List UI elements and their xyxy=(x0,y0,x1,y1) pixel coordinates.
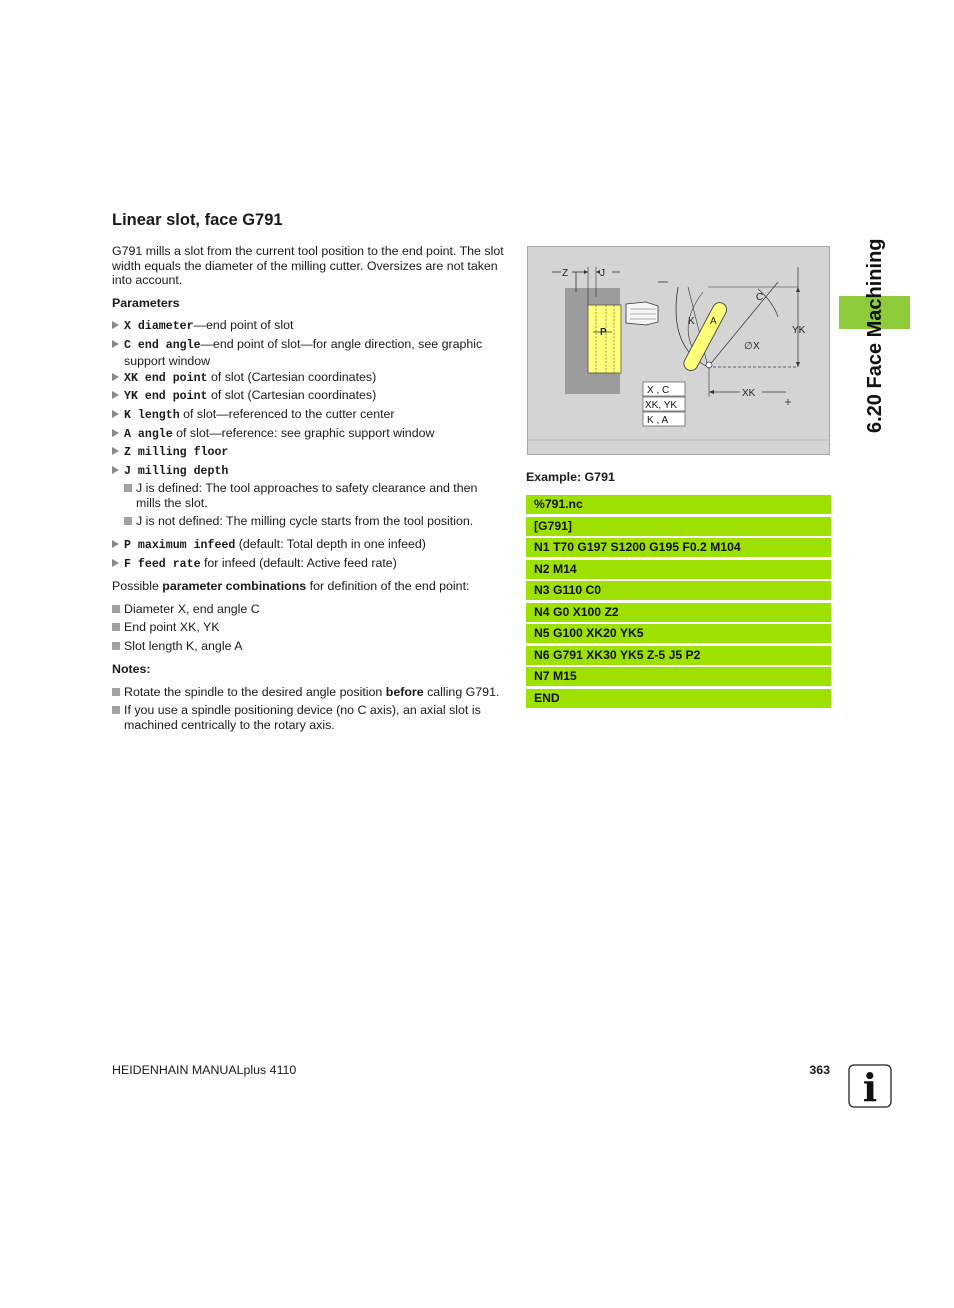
code-line: N3 G110 C0 xyxy=(526,581,831,600)
label-c: C xyxy=(756,292,764,303)
intro-paragraph: G791 mills a slot from the current tool position to the end point. The slot width equals the diameter of the milling cutter. Oversizes are not taken into account. xyxy=(112,244,504,287)
note-text: If you use a spindle positioning device (no C axis), an axial slot is machined centrically to the rotary axis. xyxy=(124,703,481,732)
triangle-bullet-icon xyxy=(112,466,119,474)
code-line: N5 G100 XK20 YK5 xyxy=(526,624,831,643)
param-text: of slot—referenced to the cutter center xyxy=(179,407,395,421)
code-line: N4 G0 X100 Z2 xyxy=(526,603,831,622)
triangle-bullet-icon xyxy=(112,373,119,381)
square-bullet-icon xyxy=(112,623,120,631)
param-code: F feed rate xyxy=(124,558,201,571)
square-bullet-icon xyxy=(124,517,132,525)
code-line: N2 M14 xyxy=(526,560,831,579)
code-line: [G791] xyxy=(526,517,831,536)
legend-combo: XK, YK xyxy=(645,400,678,411)
chapter-title-vertical xyxy=(840,220,910,440)
label-x: X xyxy=(753,341,760,352)
slot-side xyxy=(588,305,621,373)
code-line: N6 G791 XK30 YK5 Z-5 J5 P2 xyxy=(526,646,831,665)
triangle-bullet-icon xyxy=(112,410,119,418)
legend-combo: K , A xyxy=(647,415,669,426)
triangle-bullet-icon xyxy=(112,391,119,399)
combination-text: Slot length K, angle A xyxy=(124,639,243,653)
example-title: Example: G791 xyxy=(526,470,615,484)
section-title: Linear slot, face G791 xyxy=(112,211,283,229)
square-bullet-icon xyxy=(112,605,120,613)
note-text-pre: Rotate the spindle to the desired angle position xyxy=(124,685,386,699)
param-subitem-text: J is not defined: The milling cycle starts from the tool position. xyxy=(136,514,474,528)
footer-product-name: HEIDENHAIN MANUALplus 4110 xyxy=(112,1063,297,1077)
square-bullet-icon xyxy=(112,642,120,650)
param-code: A angle xyxy=(124,428,173,441)
param-code: P maximum infeed xyxy=(124,539,236,552)
triangle-bullet-icon xyxy=(112,321,119,329)
param-subitem-text: J is defined: The tool approaches to safety clearance and then mills the slot. xyxy=(136,481,478,510)
triangle-bullet-icon xyxy=(112,540,119,548)
label-z: Z xyxy=(562,268,569,279)
param-code: C end angle xyxy=(124,339,201,352)
milling-tool-icon xyxy=(626,302,658,325)
note-text-post: calling G791. xyxy=(423,685,500,699)
page-number: 363 xyxy=(809,1063,830,1077)
note-text xyxy=(124,685,509,700)
code-line: N7 M15 xyxy=(526,667,831,686)
param-code: YK end point xyxy=(124,390,208,403)
triangle-bullet-icon xyxy=(112,447,119,455)
param-code: J milling depth xyxy=(124,465,229,478)
legend-combo: X , C xyxy=(647,385,670,396)
combinations-post: for definition of the end point: xyxy=(306,579,470,593)
label-yk: YK xyxy=(792,325,806,336)
code-line: N1 T70 G197 S1200 G195 F0.2 M104 xyxy=(526,538,831,557)
param-code: Z milling floor xyxy=(124,446,229,459)
combinations-bold: parameter combinations xyxy=(162,579,307,593)
combination-text: Diameter X, end angle C xyxy=(124,602,260,616)
param-text: of slot—reference: see graphic support window xyxy=(172,426,435,440)
combinations-pre: Possible xyxy=(112,579,163,593)
param-text: of slot (Cartesian coordinates) xyxy=(207,370,377,384)
combinations-intro xyxy=(112,579,512,594)
triangle-bullet-icon xyxy=(112,559,119,567)
note-text-bold: before xyxy=(385,685,424,699)
triangle-bullet-icon xyxy=(112,429,119,437)
square-bullet-icon xyxy=(112,706,120,714)
label-xk: XK xyxy=(742,388,756,399)
notes-heading: Notes: xyxy=(112,662,151,676)
param-text: —end point of slot—for angle direction, see graphic support window xyxy=(124,337,483,368)
param-text: of slot (Cartesian coordinates) xyxy=(207,388,377,402)
square-bullet-icon xyxy=(124,484,132,492)
label-a: A xyxy=(710,316,717,327)
slot-diagram xyxy=(528,247,829,454)
code-line: %791.nc xyxy=(526,495,831,514)
square-bullet-icon xyxy=(112,688,120,696)
parameters-heading: Parameters xyxy=(112,296,180,310)
param-text: —end point of slot xyxy=(193,318,294,332)
label-p: P xyxy=(600,327,607,338)
graphic-support-figure xyxy=(527,246,830,455)
combination-text: End point XK, YK xyxy=(124,620,220,634)
code-line: END xyxy=(526,689,831,708)
label-k: K xyxy=(688,316,695,327)
chapter-title: 6.20 Face Machining xyxy=(864,238,886,433)
info-icon-letter: i xyxy=(862,1065,878,1108)
param-code: X diameter xyxy=(124,320,194,333)
param-text: for infeed (default: Active feed rate) xyxy=(200,556,397,570)
info-icon xyxy=(848,1064,892,1108)
diameter-icon: ∅ xyxy=(744,341,753,352)
param-text: (default: Total depth in one infeed) xyxy=(235,537,426,551)
param-code: XK end point xyxy=(124,372,208,385)
triangle-bullet-icon xyxy=(112,340,119,348)
label-j: J xyxy=(600,268,605,279)
param-code: K length xyxy=(124,409,180,422)
